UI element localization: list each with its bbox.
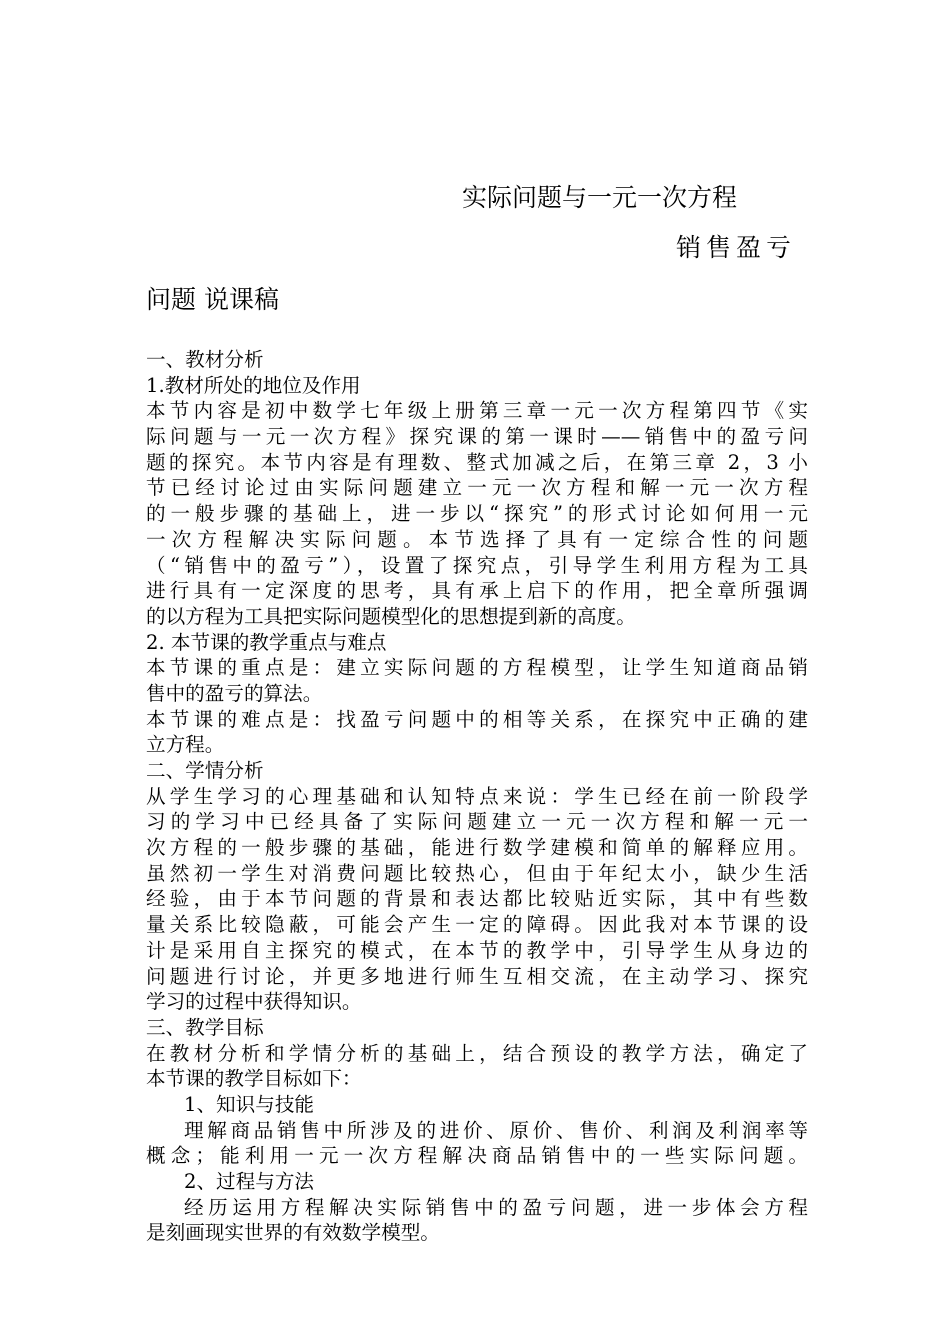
text-line: 在教材分析和学情分析的基础上，结合预设的教学方法，确定了 — [146, 1041, 808, 1065]
text-line: 的一般步骤的基础上，进一步以“探究”的形式讨论如何用一元 — [146, 502, 808, 526]
text-line: 2. 本节课的教学重点与难点 — [146, 630, 387, 654]
text-line: 三、教学目标 — [146, 1015, 264, 1039]
text-line: 2、过程与方法 — [184, 1170, 315, 1193]
text-line: 的以方程为工具把实际问题模型化的思想提到新的高度。 — [146, 604, 636, 628]
document-subtitle: 销售盈亏 — [676, 233, 797, 262]
text-line: 二、学情分析 — [146, 759, 264, 782]
text-line: 本节课的重点是：建立实际问题的方程模型，让学生知道商品销 — [146, 656, 808, 680]
text-line: 1.教材所处的地位及作用 — [146, 373, 361, 397]
text-line: 虽然初一学生对消费问题比较热心，但由于年纪太小，缺少生活 — [146, 861, 808, 885]
text-line: 学习的过程中获得知识。 — [146, 990, 362, 1014]
text-line: 本节课的难点是：找盈亏问题中的相等关系，在探究中正确的建 — [146, 707, 808, 731]
text-line: 际问题与一元一次方程》探究课的第一课时——销售中的盈亏问 — [146, 425, 808, 449]
text-line: 计是采用自主探究的模式，在本节的教学中，引导学生从身边的 — [146, 938, 808, 962]
text-line: 次方程的一般步骤的基础，能进行数学建模和简单的解释应用。 — [146, 836, 808, 860]
text-line: 理解商品销售中所涉及的进价、原价、售价、利润及利润率等 — [184, 1118, 808, 1142]
text-line: 一次方程解决实际问题。本节选择了具有一定综合性的问题 — [146, 527, 808, 551]
document-type-label: 问题 说课稿 — [146, 285, 279, 314]
text-line: 问题进行讨论，并更多地进行师生互相交流，在主动学习、探究 — [146, 964, 808, 988]
text-line: 从学生学习的心理基础和认知特点来说：学生已经在前一阶段学 — [146, 784, 808, 808]
text-line: 习的学习中已经具备了实际问题建立一元一次方程和解一元一 — [146, 810, 808, 834]
text-line: 量关系比较隐蔽，可能会产生一定的障碍。因此我对本节课的设 — [146, 913, 808, 937]
text-line: 本节内容是初中数学七年级上册第三章一元一次方程第四节《实 — [146, 399, 808, 423]
text-line: 经验，由于本节问题的背景和表达都比较贴近实际，其中有些数 — [146, 887, 808, 911]
document-title: 实际问题与一元一次方程 — [462, 183, 738, 212]
text-line: 经历运用方程解决实际销售中的盈亏问题，进一步体会方程 — [184, 1195, 808, 1219]
text-line: 是刻画现实世界的有效数学模型。 — [146, 1221, 440, 1245]
text-line: （“销售中的盈亏”），设置了探究点，引导学生利用方程为工具 — [146, 553, 808, 577]
text-line: 售中的盈亏的算法。 — [146, 681, 323, 705]
document-body — [146, 347, 808, 1246]
text-line: 概念；能利用一元一次方程解决商品销售中的一些实际问题。 — [146, 1144, 808, 1168]
text-line: 一、教材分析 — [146, 348, 264, 371]
text-line: 本节课的教学目标如下： — [146, 1067, 362, 1091]
text-line: 节已经讨论过由实际问题建立一元一次方程和解一元一次方程 — [146, 476, 808, 500]
text-line: 题的探究。本节内容是有理数、整式加减之后，在第三章 2，3 小 — [146, 450, 808, 474]
text-line: 1、知识与技能 — [184, 1092, 315, 1116]
text-line: 立方程。 — [146, 733, 225, 757]
text-line: 进行具有一定深度的思考，具有承上启下的作用，把全章所强调 — [146, 579, 808, 603]
